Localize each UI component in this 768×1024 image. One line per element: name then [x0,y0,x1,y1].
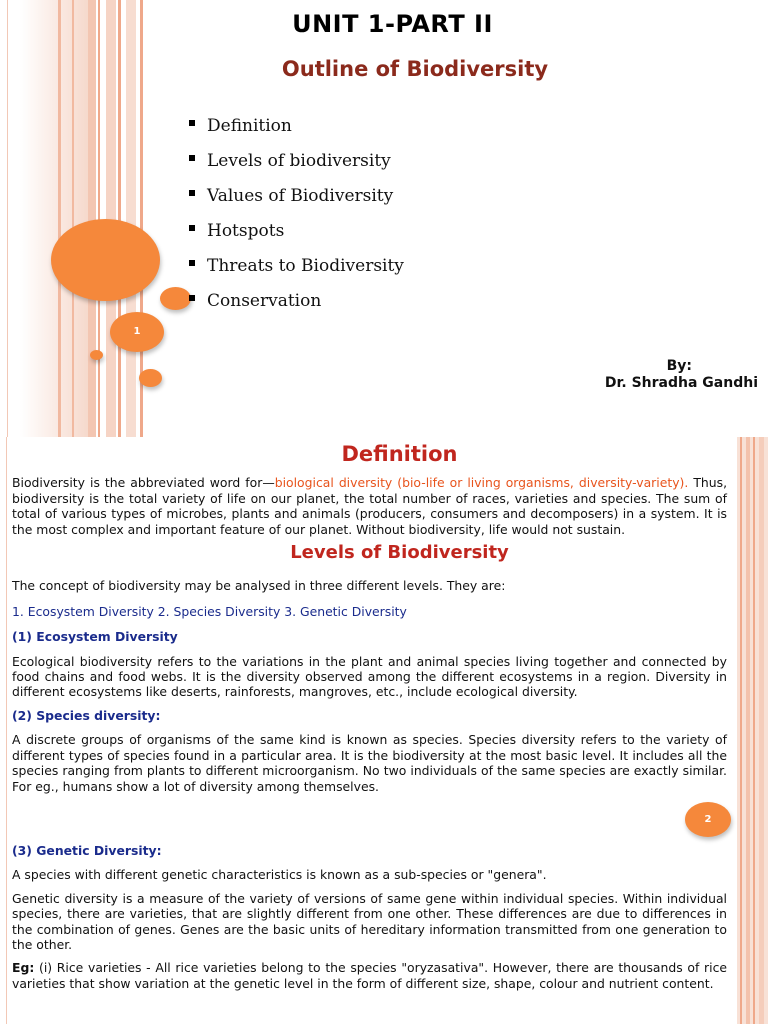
decorative-large-circle [51,219,160,301]
species-paragraph: A discrete groups of organisms of the same kind is known as species. Species diversity refers to the variety of different types of species found in a particular area. It is the biodiversity at the most basic level. It includes all the species ranging from plants to different microorganism. No two individuals of the same species are exactly similar. For eg., humans show a lot of diversity among themselves. [12,732,727,794]
genetic-heading: (3) Genetic Diversity: [12,842,162,858]
definition-highlight: biological diversity (bio-life or living organisms, diversity-variety). [274,475,689,491]
page-number-badge [110,312,164,352]
genetic-paragraph-1: A species with different genetic characteristics is known as a sub-species or "genera". [12,867,547,883]
list-item: Values of Biodiversity [187,182,404,217]
bullet-icon [189,190,195,196]
slide-border [7,0,8,437]
decorative-tiny-circle [90,350,103,360]
list-item: Definition [187,112,404,147]
list-item: Levels of biodiversity [187,147,404,182]
levels-intro: The concept of biodiversity may be analysed in three different levels. They are: [12,578,506,594]
page-number: 1 [133,326,141,337]
list-item: Hotspots [187,217,404,252]
page-number-badge [685,802,731,837]
decorative-stripes [737,437,768,1024]
slide-content [12,437,727,999]
slide-subtitle: Outline of Biodiversity [281,57,549,81]
outline-list [187,112,404,322]
ecosystem-heading: (1) Ecosystem Diversity [12,629,178,645]
slide-2 [0,437,768,1024]
bullet-icon [189,120,195,126]
genetic-paragraph-2: Genetic diversity is a measure of the variety of versions of same gene within individual species. Within individual species, there are varieties, that are slightly different from one other. These differences are due to differences in the combination of genes. Genes are the basic units of hereditary information transmitted from one generation to the other. [12,890,727,952]
page-number: 2 [704,814,712,825]
decorative-stripes [20,0,145,437]
levels-heading: Levels of Biodiversity [290,542,509,564]
bullet-icon [189,260,195,266]
bullet-icon [189,225,195,231]
bullet-icon [189,295,195,301]
slide-border [6,437,7,1024]
ecosystem-paragraph: Ecological biodiversity refers to the variations in the plant and animal species living together and connected by food chains and food webs. It is the diversity observed among the different ecosystems in a region. Diversity in different ecosystems like deserts, rainforests, mangroves, etc., include ecological diversity. [12,653,727,700]
decorative-small-circle-2 [139,369,162,387]
by-label: By: [666,358,692,374]
definition-heading: Definition [341,442,458,466]
slide-1 [0,0,768,437]
bullet-icon [189,155,195,161]
definition-paragraph: Biodiversity is the abbreviated word for—biological diversity (bio-life or living organisms, diversity-variety). Thus, biodiversity is the total variety of life on our planet, the total number of races, varieties and species. The sum of total of various types of microbes, plants and animals (producers, consumers and decomposers) in a system. It is the most complex and important feature of our planet. Without biodiversity, life would not sustain. [12,475,728,537]
list-item: Conservation [187,287,404,322]
species-heading: (2) Species diversity: [12,707,161,723]
slide-title: UNIT 1-PART II [292,10,493,38]
example-paragraph: Eg: (i) Rice varieties - All rice varieties belong to the species "oryzasativa". However, there are thousands of rice varieties that show variation at the genetic level in the form of different size, shape, colour and nutrient content. [12,960,727,991]
levels-list: 1. Ecosystem Diversity 2. Species Diversity 3. Genetic Diversity [12,603,407,619]
list-item: Threats to Biodiversity [187,252,404,287]
author-credit [605,358,758,392]
author-name: Dr. Shradha Gandhi [604,375,758,391]
